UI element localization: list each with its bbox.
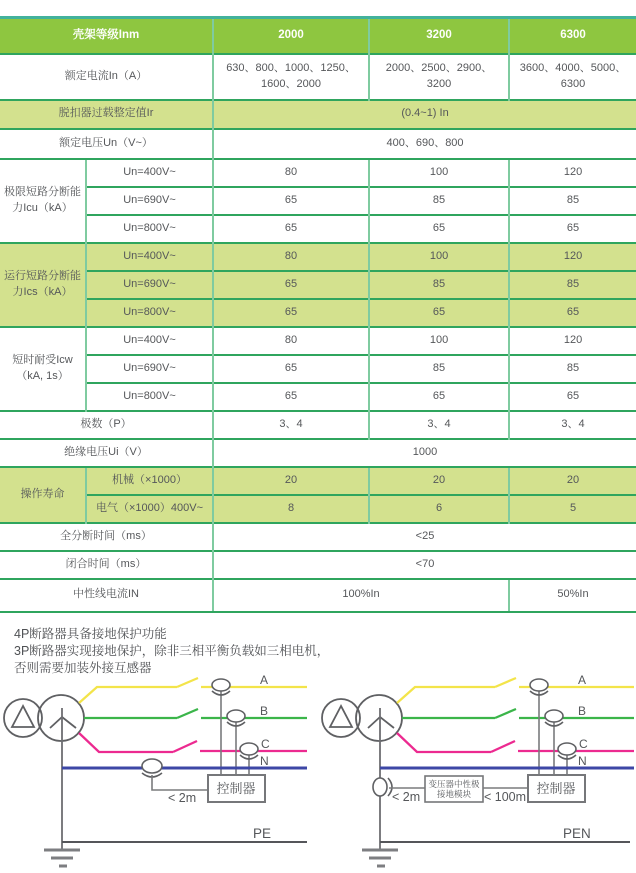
value-cell: 65	[213, 299, 369, 327]
value-cell: 100	[369, 159, 509, 187]
table-row	[0, 383, 636, 411]
ct-drop-wires	[221, 691, 249, 775]
table-row	[0, 299, 636, 327]
phase-c-label: C	[261, 737, 270, 751]
phase-c-line	[79, 733, 307, 752]
row-label: 闭合时间（ms）	[0, 551, 213, 579]
phase-c-line	[397, 733, 634, 752]
neutral-ct-icon	[142, 759, 162, 777]
notes-block	[14, 626, 329, 677]
table-row	[0, 271, 636, 299]
table-row	[0, 495, 636, 523]
transformer-icon	[322, 695, 402, 741]
wiring-diagram-pe	[0, 675, 318, 873]
value-cell: 65	[213, 215, 369, 243]
table-row	[0, 215, 636, 243]
sub-label: 电气（×1000）400V~	[86, 495, 213, 523]
pe-label: PE	[253, 826, 272, 841]
module-distance-label: < 100m	[484, 790, 527, 804]
ct-distance-label: < 2m	[392, 790, 421, 804]
neutral-ct-wire	[152, 775, 208, 790]
sub-label: Un=690V~	[86, 187, 213, 215]
phase-b-line	[402, 709, 634, 718]
phase-b-line	[84, 709, 307, 718]
table-row	[0, 243, 636, 271]
controller-label: 控制器	[536, 781, 576, 796]
value-cell: 120	[509, 159, 636, 187]
value-cell: 3、4	[509, 411, 636, 439]
spec-table-body	[0, 18, 636, 612]
column-header: 3200	[369, 18, 509, 54]
ct-drop-wires	[539, 691, 567, 775]
spec-table-wrap	[0, 16, 636, 613]
row-label: 运行短路分断能力Ics（kA）	[0, 243, 86, 327]
value-cell: 65	[369, 215, 509, 243]
value-cell: 3、4	[213, 411, 369, 439]
row-label: 极数（P）	[0, 411, 213, 439]
value-cell: 3、4	[369, 411, 509, 439]
table-header-row	[0, 18, 636, 54]
phase-b-label: B	[260, 704, 269, 718]
sub-label: Un=690V~	[86, 355, 213, 383]
phase-a-line	[397, 678, 634, 703]
table-row	[0, 129, 636, 159]
value-cell: 65	[509, 299, 636, 327]
table-row	[0, 439, 636, 467]
phase-a-line	[79, 678, 307, 703]
value-cell: 8	[213, 495, 369, 523]
table-row	[0, 411, 636, 439]
column-header: 6300	[509, 18, 636, 54]
wiring-diagram-pen	[318, 675, 636, 873]
value-cell: 100	[369, 243, 509, 271]
phase-b-label: B	[578, 704, 587, 718]
transformer-icon	[4, 695, 84, 741]
column-header: 壳架等级Inm	[0, 18, 213, 54]
value-cell: 630、800、1000、1250、1600、2000	[213, 54, 369, 100]
value-cell: 65	[213, 271, 369, 299]
value-cell: 120	[509, 327, 636, 355]
sub-label: Un=800V~	[86, 299, 213, 327]
value-cell: 100%In	[213, 579, 509, 612]
table-row	[0, 579, 636, 612]
value-cell: 65	[369, 299, 509, 327]
row-label: 脱扣器过载整定值Ir	[0, 100, 213, 129]
value-cell: 85	[509, 355, 636, 383]
value-cell: <25	[213, 523, 636, 551]
table-row	[0, 327, 636, 355]
table-row	[0, 355, 636, 383]
neutral-label: N	[260, 754, 269, 768]
value-cell: 65	[369, 383, 509, 411]
value-cell: 400、690、800	[213, 129, 636, 159]
pen-label: PEN	[563, 826, 591, 841]
note-line: 否则需要加装外接互感器	[14, 661, 152, 675]
value-cell: 85	[369, 355, 509, 383]
value-cell: 85	[509, 187, 636, 215]
value-cell: Un=400V~	[86, 243, 213, 271]
value-cell: (0.4~1) In	[213, 100, 636, 129]
sub-label: Un=800V~	[86, 383, 213, 411]
grounding-module-label: 接地模块	[436, 789, 472, 799]
row-label: 操作寿命	[0, 467, 86, 523]
value-cell: 65	[509, 383, 636, 411]
table-row	[0, 54, 636, 100]
value-cell: 机械（×1000）	[86, 467, 213, 495]
value-cell: 120	[509, 243, 636, 271]
grounding-module-label: 变压器中性极	[428, 779, 480, 789]
value-cell: 6	[369, 495, 509, 523]
value-cell: 20	[369, 467, 509, 495]
phase-c-label: C	[579, 737, 588, 751]
value-cell: 65	[213, 383, 369, 411]
value-cell: 85	[369, 187, 509, 215]
value-cell: 80	[213, 327, 369, 355]
table-row	[0, 551, 636, 579]
row-label: 额定电压Un（V~）	[0, 129, 213, 159]
table-row	[0, 187, 636, 215]
column-header: 2000	[213, 18, 369, 54]
row-label: 中性线电流IN	[0, 579, 213, 612]
value-cell: 80	[213, 159, 369, 187]
value-cell: Un=400V~	[86, 159, 213, 187]
value-cell: 20	[213, 467, 369, 495]
table-row	[0, 467, 636, 495]
row-label: 绝缘电压Ui（V）	[0, 439, 213, 467]
sub-label: Un=800V~	[86, 215, 213, 243]
value-cell: 65	[213, 355, 369, 383]
phase-a-label: A	[260, 675, 269, 687]
ground-icon	[44, 850, 80, 866]
table-row	[0, 159, 636, 187]
table-row	[0, 523, 636, 551]
value-cell: 3600、4000、5000、6300	[509, 54, 636, 100]
value-cell: 50%In	[509, 579, 636, 612]
row-label: 极限短路分断能力Icu（kA）	[0, 159, 86, 243]
value-cell: 65	[213, 187, 369, 215]
spec-table	[0, 16, 636, 613]
neutral-ct-icon	[373, 778, 392, 796]
row-label: 短时耐受Icw（kA, 1s）	[0, 327, 86, 411]
row-label: 全分断时间（ms）	[0, 523, 213, 551]
value-cell: 20	[509, 467, 636, 495]
neutral-label: N	[578, 754, 587, 768]
phase-a-label: A	[578, 675, 587, 687]
value-cell: 85	[369, 271, 509, 299]
sub-label: Un=690V~	[86, 271, 213, 299]
value-cell: 65	[509, 215, 636, 243]
ct-distance-label: < 2m	[168, 791, 197, 805]
ground-icon	[362, 850, 398, 866]
note-line: 3P断路器实现接地保护，除非三相平衡负载如三相电机，	[14, 644, 330, 658]
value-cell: Un=400V~	[86, 327, 213, 355]
value-cell: <70	[213, 551, 636, 579]
row-label: 额定电流In（A）	[0, 54, 213, 100]
value-cell: 80	[213, 243, 369, 271]
value-cell: 100	[369, 327, 509, 355]
note-line: 4P断路器具备接地保护功能	[14, 627, 167, 641]
value-cell: 2000、2500、2900、3200	[369, 54, 509, 100]
value-cell: 1000	[213, 439, 636, 467]
table-row	[0, 100, 636, 129]
controller-label: 控制器	[216, 781, 256, 796]
value-cell: 85	[509, 271, 636, 299]
value-cell: 5	[509, 495, 636, 523]
